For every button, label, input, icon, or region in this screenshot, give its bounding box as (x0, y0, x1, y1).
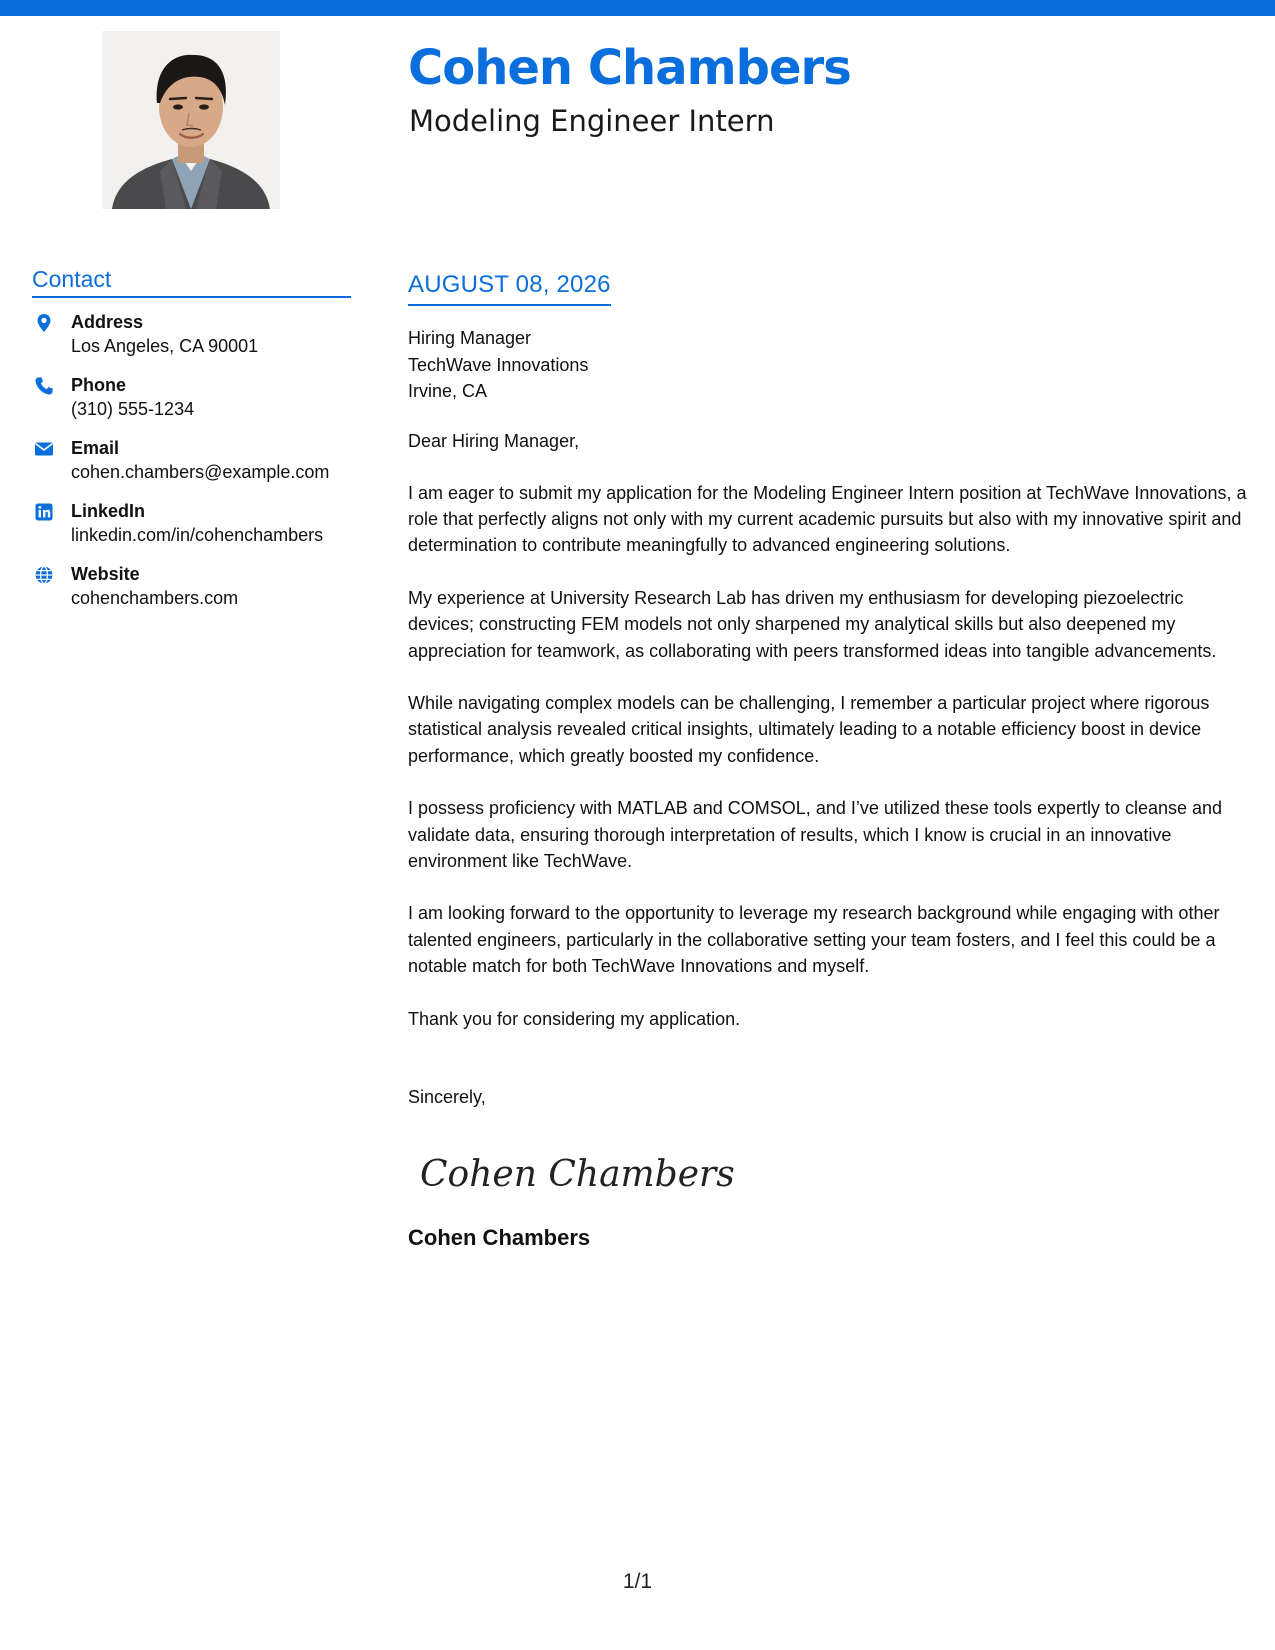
contact-label: Address (71, 312, 144, 332)
recipient-block (408, 325, 1248, 405)
letter-paragraph: While navigating complex models can be challenging, I remember a particular project where rigorous statistical analysis revealed critical insights, ultimately leading to a notable efficiency boost in device performance, which greatly boosted my confidence. (408, 692, 1210, 766)
top-accent-bar (0, 0, 1275, 16)
job-title: Modeling Engineer Intern (409, 104, 775, 138)
contact-label: Email (71, 438, 120, 458)
contact-value[interactable]: cohenchambers.com (71, 588, 239, 608)
recipient-line: TechWave Innovations (408, 354, 589, 375)
globe-icon (34, 565, 54, 585)
letter-date: AUGUST 08, 2026 (408, 270, 611, 306)
letter-paragraph: Thank you for considering my application. (408, 1008, 741, 1029)
contact-item-email (32, 436, 362, 499)
contact-label: Website (71, 564, 140, 584)
contact-heading: Contact (32, 266, 351, 298)
letter-paragraph: I possess proficiency with MATLAB and COMSOL, and I’ve utilized these tools expertly to cleanse and validate data, ensuring thorough interpretation of results, which I know is crucial in an innovative environment like TechWave. (408, 798, 1223, 871)
contact-label: Phone (71, 375, 127, 395)
closing: Sincerely, (408, 1087, 486, 1107)
contact-item-address (32, 310, 362, 373)
signature-text: Cohen Chambers (420, 1154, 735, 1195)
contact-item-phone (32, 373, 362, 436)
letter-paragraph: My experience at University Research Lab has driven my enthusiasm for developing piezoelectric devices; constructing FEM models not only sharpened my analytical skills but also deepened my appreciation for teamwork, as collaborating with peers transformed ideas into tangible advancements. (408, 587, 1217, 661)
letter-paragraph: I am eager to submit my application for the Modeling Engineer Intern position at TechWave Innovations, a role that perfectly aligns not only with my current academic pursuits but also with my innovative spirit and determination to contribute meaningfully to advanced engineering solutions. (408, 482, 1247, 556)
map-pin-icon (34, 313, 54, 333)
signature (416, 1140, 1248, 1204)
contact-value[interactable]: linkedin.com/in/cohenchambers (71, 525, 324, 545)
letter-body (408, 270, 1248, 1252)
recipient-line: Irvine, CA (408, 381, 488, 401)
candidate-name: Cohen Chambers (408, 40, 851, 96)
letter-paragraph: I am looking forward to the opportunity to leverage my research background while engaging with other talented engineers, particularly in the collaborative setting your team fosters, and I feel this could be a notable match for both TechWave Innovations and myself. (408, 903, 1220, 977)
contact-value: Los Angeles, CA 90001 (71, 336, 259, 356)
contact-value: (310) 555-1234 (71, 399, 195, 419)
contact-item-linkedin (32, 499, 362, 562)
signed-name: Cohen Chambers (408, 1225, 591, 1250)
salutation: Dear Hiring Manager, (408, 430, 580, 451)
contact-label: LinkedIn (71, 501, 146, 521)
profile-photo (102, 31, 280, 209)
page-number: 1/1 (622, 1570, 653, 1593)
phone-icon (34, 376, 54, 396)
linkedin-icon (34, 502, 54, 522)
contact-value[interactable]: cohen.chambers@example.com (71, 462, 330, 482)
contact-list (32, 310, 362, 625)
recipient-line: Hiring Manager (408, 328, 532, 348)
envelope-icon (34, 439, 54, 459)
contact-item-website (32, 562, 362, 625)
